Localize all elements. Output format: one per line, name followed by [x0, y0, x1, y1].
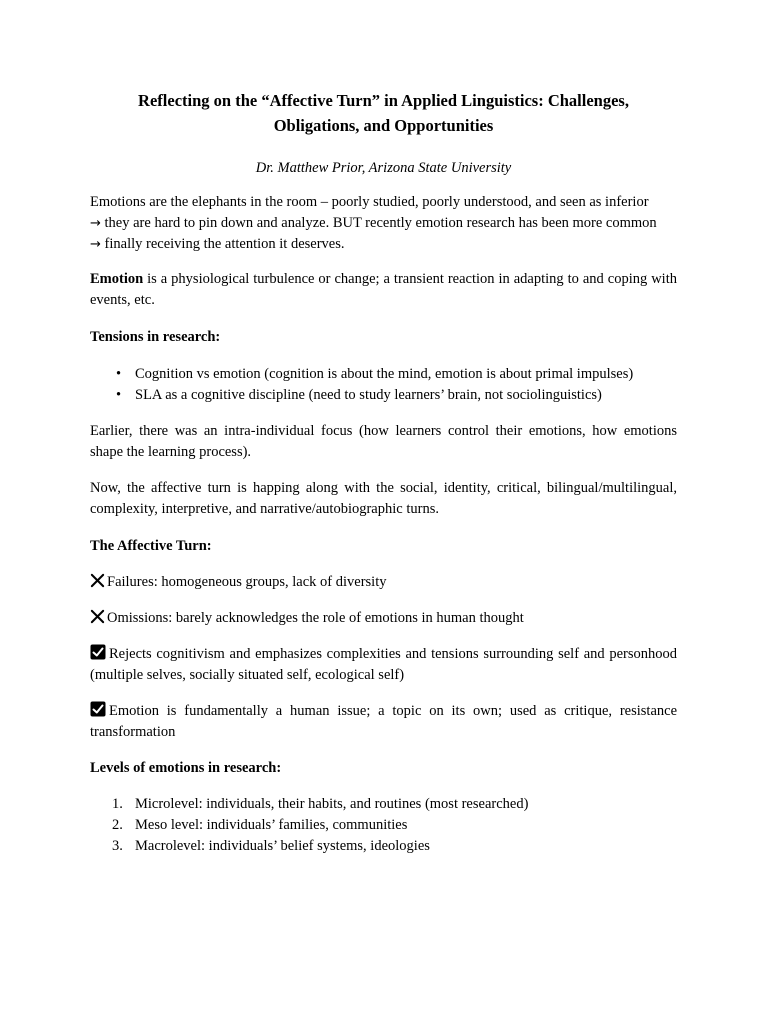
rejects-item	[90, 644, 677, 686]
omissions-item	[90, 608, 677, 629]
rejects-text: Rejects cognitivism and emphasizes complexities and tensions surrounding self and personhood (multiple selves, socially situated self, ecological self)	[90, 646, 677, 683]
list-number: 3.	[112, 838, 123, 854]
list-item	[90, 836, 677, 857]
intro-part-3: finally receiving the attention it deserves.	[100, 236, 345, 252]
emotion-issue-item	[90, 701, 677, 743]
levels-heading: Levels of emotions in research:	[90, 760, 282, 776]
document-page	[90, 88, 677, 857]
checkbox-checked-icon	[90, 644, 106, 660]
definition-text: is a physiological turbulence or change; a transient reaction in adapting to and coping with events, etc.	[90, 271, 677, 308]
intro-part-2: they are hard to pin down and analyze. BUT recently emotion research has been more common	[100, 215, 657, 231]
emotion-definition	[90, 269, 677, 311]
author-line: Dr. Matthew Prior, Arizona State University	[255, 160, 512, 176]
affective-turn-heading: The Affective Turn:	[90, 538, 212, 554]
x-mark-icon	[90, 609, 105, 624]
bullet-icon: •	[116, 366, 122, 382]
arrow-right-icon: →	[90, 237, 101, 252]
list-number: 2.	[112, 817, 123, 833]
tensions-list	[90, 364, 677, 406]
earlier-paragraph: Earlier, there was an intra-individual focus (how learners control their emotions, how emotions shape the learning process).	[90, 423, 677, 460]
checkbox-checked-icon	[90, 701, 106, 717]
list-item	[90, 794, 677, 815]
list-item-text: Microlevel: individuals, their habits, and routines (most researched)	[135, 796, 529, 812]
list-item-text: SLA as a cognitive discipline (need to study learners’ brain, not sociolinguistics)	[135, 387, 602, 403]
list-item	[90, 364, 677, 385]
title-line-1: Reflecting on the “Affective Turn” in Applied Linguistics: Challenges,	[138, 91, 629, 110]
omissions-text: Omissions: barely acknowledges the role of emotions in human thought	[107, 610, 524, 626]
now-paragraph: Now, the affective turn is happing along with the social, identity, critical, bilingual/multilingual, complexity, interpretive, and narrative/autobiographic turns.	[90, 480, 677, 517]
intro-paragraph	[90, 192, 677, 255]
bullet-icon: •	[116, 387, 122, 403]
failures-text: Failures: homogeneous groups, lack of diversity	[107, 574, 387, 590]
list-item-text: Cognition vs emotion (cognition is about the mind, emotion is about primal impulses)	[135, 366, 634, 382]
list-item-text: Macrolevel: individuals’ belief systems, ideologies	[135, 838, 430, 854]
definition-term: Emotion	[90, 271, 144, 287]
intro-part-1: Emotions are the elephants in the room – poorly studied, poorly understood, and seen as inferior	[90, 194, 649, 210]
levels-list	[90, 794, 677, 857]
list-item	[90, 385, 677, 406]
failures-item	[90, 572, 677, 593]
document-title	[90, 88, 677, 138]
arrow-right-icon: →	[90, 216, 101, 231]
emotion-issue-text: Emotion is fundamentally a human issue; a topic on its own; used as critique, resistance transformation	[90, 703, 677, 740]
list-item	[90, 815, 677, 836]
title-line-2: Obligations, and Opportunities	[273, 116, 494, 135]
x-mark-icon	[90, 573, 105, 588]
list-item-text: Meso level: individuals’ families, communities	[135, 817, 408, 833]
tensions-heading: Tensions in research:	[90, 329, 221, 345]
list-number: 1.	[112, 796, 123, 812]
